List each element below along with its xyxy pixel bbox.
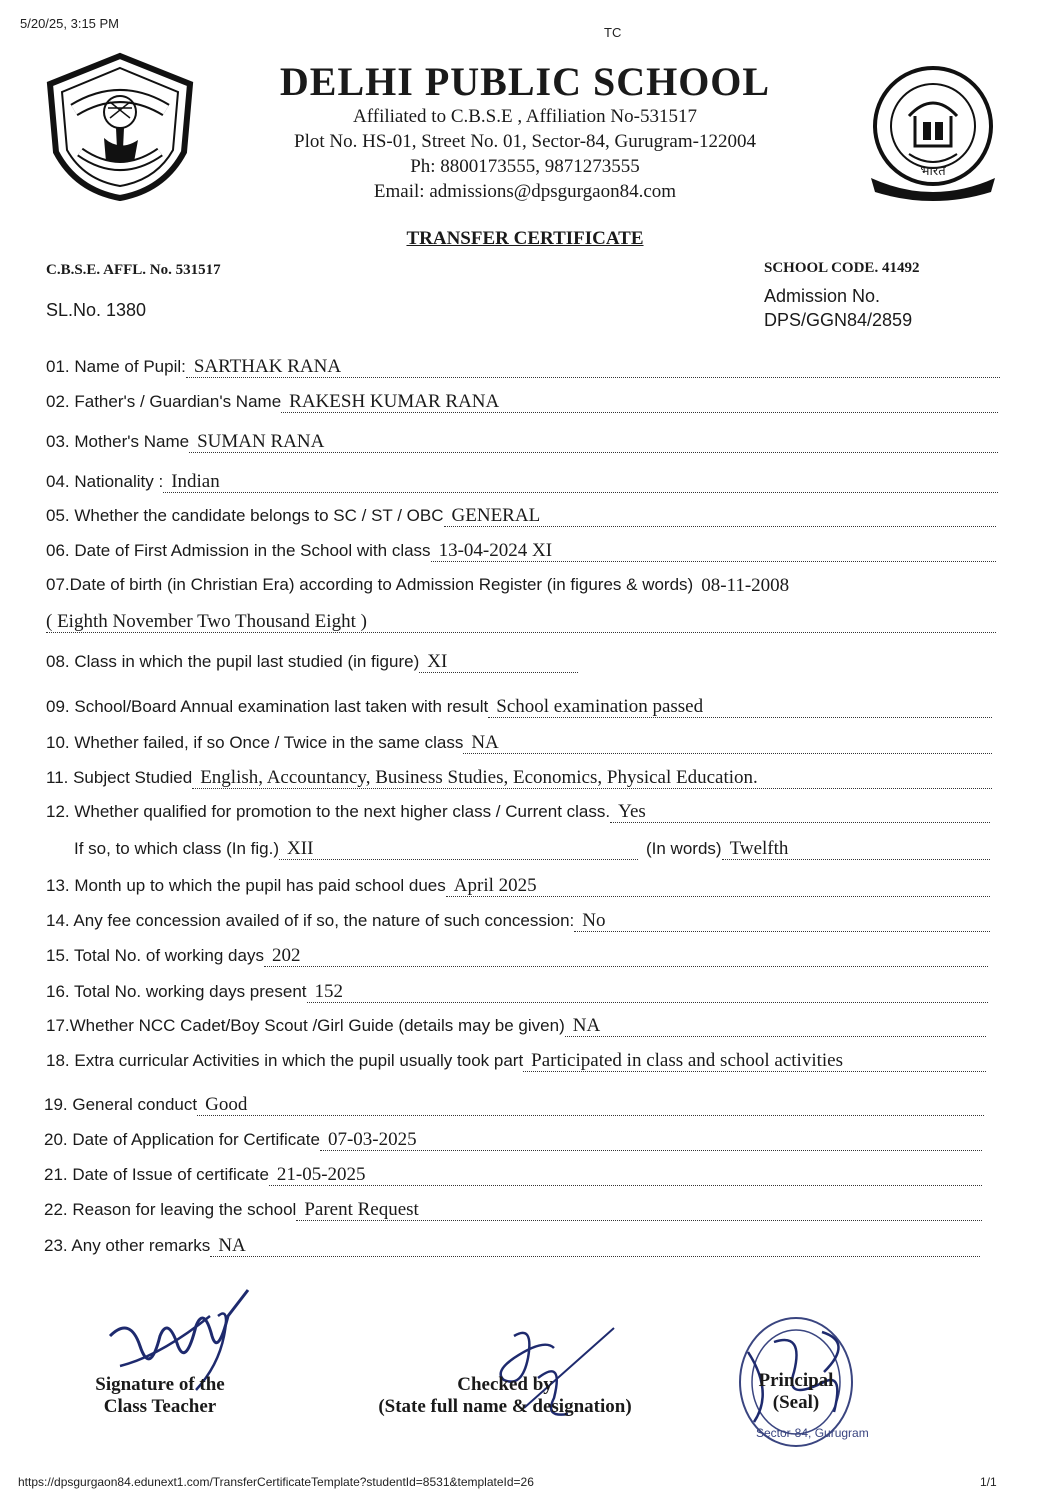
field-label: 17.Whether NCC Cadet/Boy Scout /Girl Guide (details may be given) [46, 1016, 565, 1035]
field-value: GENERAL [444, 506, 996, 527]
field-value: RAKESH KUMAR RANA [281, 392, 998, 413]
field-annual-exam [46, 697, 992, 718]
field-value: Participated in class and school activities [523, 1051, 986, 1072]
field-conduct [44, 1095, 984, 1116]
school-affiliation: Affiliated to C.B.S.E , Affiliation No-531517 [353, 106, 697, 127]
print-datetime: 5/20/25, 3:15 PM [20, 16, 120, 31]
principal-label: Principal (Seal) [758, 1370, 834, 1413]
field-extracurricular [46, 1051, 986, 1072]
school-name: DELHI PUBLIC SCHOOL [279, 59, 771, 104]
school-email: Email: admissions@dpsgurgaon84.com [373, 181, 677, 202]
field-value: SARTHAK RANA [186, 357, 1000, 378]
field-label: 02. Father's / Guardian's Name [46, 392, 282, 411]
field-value: NA [463, 733, 992, 754]
field-last-class [46, 652, 578, 673]
field-date-of-birth [46, 575, 996, 596]
field-value: Twelfth [722, 839, 990, 860]
field-value: School examination passed [488, 697, 992, 718]
school-phone: Ph: 8800173555, 9871273555 [410, 156, 640, 177]
field-value: No [574, 911, 990, 932]
footer-url: https://dpsgurgaon84.edunext1.com/TransferCertificateTemplate?studentId=8531&templateId=26 [18, 1475, 534, 1489]
field-value: Good [197, 1095, 984, 1116]
field-value: Indian [163, 472, 998, 493]
field-mother-name [46, 432, 998, 453]
field-promotion [46, 802, 990, 823]
field-value: Yes [610, 802, 990, 823]
field-label: 13. Month up to which the pupil has paid school dues [46, 876, 446, 895]
certificate-title: TRANSFER CERTIFICATE [406, 228, 644, 249]
field-label: 18. Extra curricular Activities in which the pupil usually took part [46, 1051, 524, 1070]
field-label: 11. Subject Studied [46, 768, 193, 787]
field-category [46, 506, 996, 527]
field-application-date [44, 1130, 982, 1151]
field-label: 19. General conduct [44, 1095, 198, 1114]
field-value: 21-05-2025 [269, 1165, 982, 1186]
field-label: 14. Any fee concession availed of if so, the nature of such concession: [46, 911, 575, 930]
field-guardian-name [46, 392, 998, 413]
field-pupil-name [46, 357, 1000, 378]
school-code: SCHOOL CODE. 41492 [764, 260, 920, 276]
field-value: NA [210, 1236, 980, 1257]
field-label: 12. Whether qualified for promotion to the next higher class / Current class. [46, 802, 611, 821]
field-value: 202 [264, 946, 988, 967]
admission-label: Admission No. [764, 286, 881, 306]
field-label: 15. Total No. of working days [46, 946, 264, 965]
admission-number: DPS/GGN84/2859 [764, 310, 913, 330]
field-date-of-birth-words [46, 612, 996, 633]
field-failed [46, 733, 992, 754]
field-dues-paid [46, 876, 990, 897]
field-working-days [46, 946, 988, 967]
field-value: ( Eighth November Two Thousand Eight ) [46, 612, 996, 633]
field-label: 23. Any other remarks [44, 1236, 211, 1255]
field-value: 08-11-2008 [701, 575, 790, 596]
cbse-affiliation-number: C.B.S.E. AFFL. No. 531517 [46, 262, 221, 278]
footer-page-number: 1/1 [980, 1475, 997, 1489]
field-label: 10. Whether failed, if so Once / Twice in the same class [46, 733, 464, 752]
checked-by-label: Checked by (State full name & designation) [378, 1374, 632, 1417]
field-label: 04. Nationality : [46, 472, 164, 491]
field-nationality [46, 472, 998, 493]
field-days-present [46, 982, 988, 1003]
field-value: 152 [307, 982, 989, 1003]
field-label: 08. Class in which the pupil last studied (in figure) [46, 652, 420, 671]
field-value: XII [279, 839, 638, 860]
seal-text: भारत [920, 163, 946, 178]
field-fee-concession [46, 911, 990, 932]
field-label: 01. Name of Pupil: [46, 357, 186, 376]
field-issue-date [44, 1165, 982, 1186]
field-leaving-reason [44, 1200, 982, 1221]
field-value: Parent Request [296, 1200, 982, 1221]
field-first-admission [46, 541, 996, 562]
field-label: 05. Whether the candidate belongs to SC / ST / OBC [46, 506, 444, 525]
serial-number: SL.No. 1380 [46, 300, 147, 320]
field-ncc [46, 1016, 986, 1037]
field-label: 20. Date of Application for Certificate [44, 1130, 320, 1149]
field-other-remarks [44, 1236, 980, 1257]
field-label: 16. Total No. working days present [46, 982, 307, 1001]
field-value: 07-03-2025 [320, 1130, 982, 1151]
class-teacher-label: Signature of the Class Teacher [95, 1374, 225, 1417]
field-label: 21. Date of Issue of certificate [44, 1165, 269, 1184]
field-value: SUMAN RANA [189, 432, 998, 453]
field-label: 03. Mother's Name [46, 432, 190, 451]
field-label: If so, to which class (In fig.) [74, 839, 280, 858]
field-label: (In words) [646, 839, 722, 858]
print-doc-code: TC [604, 25, 622, 40]
field-promotion-class-figure [74, 839, 638, 860]
field-label: 22. Reason for leaving the school [44, 1200, 297, 1219]
field-label: 09. School/Board Annual examination last taken with result [46, 697, 489, 716]
seal-footer-text: Sector-84, Gurugram [756, 1426, 869, 1440]
field-value: English, Accountancy, Business Studies, Economics, Physical Education. [192, 768, 992, 789]
field-value: April 2025 [446, 876, 990, 897]
field-label: 07.Date of birth (in Christian Era) according to Admission Register (in figures & words) [46, 575, 694, 594]
field-label: 06. Date of First Admission in the School with class [46, 541, 431, 560]
field-value: NA [565, 1016, 986, 1037]
school-address: Plot No. HS-01, Street No. 01, Sector-84, Gurugram-122004 [294, 131, 756, 152]
field-value: 13-04-2024 XI [431, 541, 996, 562]
field-subjects [46, 768, 992, 789]
field-value: XI [419, 652, 578, 673]
field-promotion-class-words [646, 839, 990, 860]
